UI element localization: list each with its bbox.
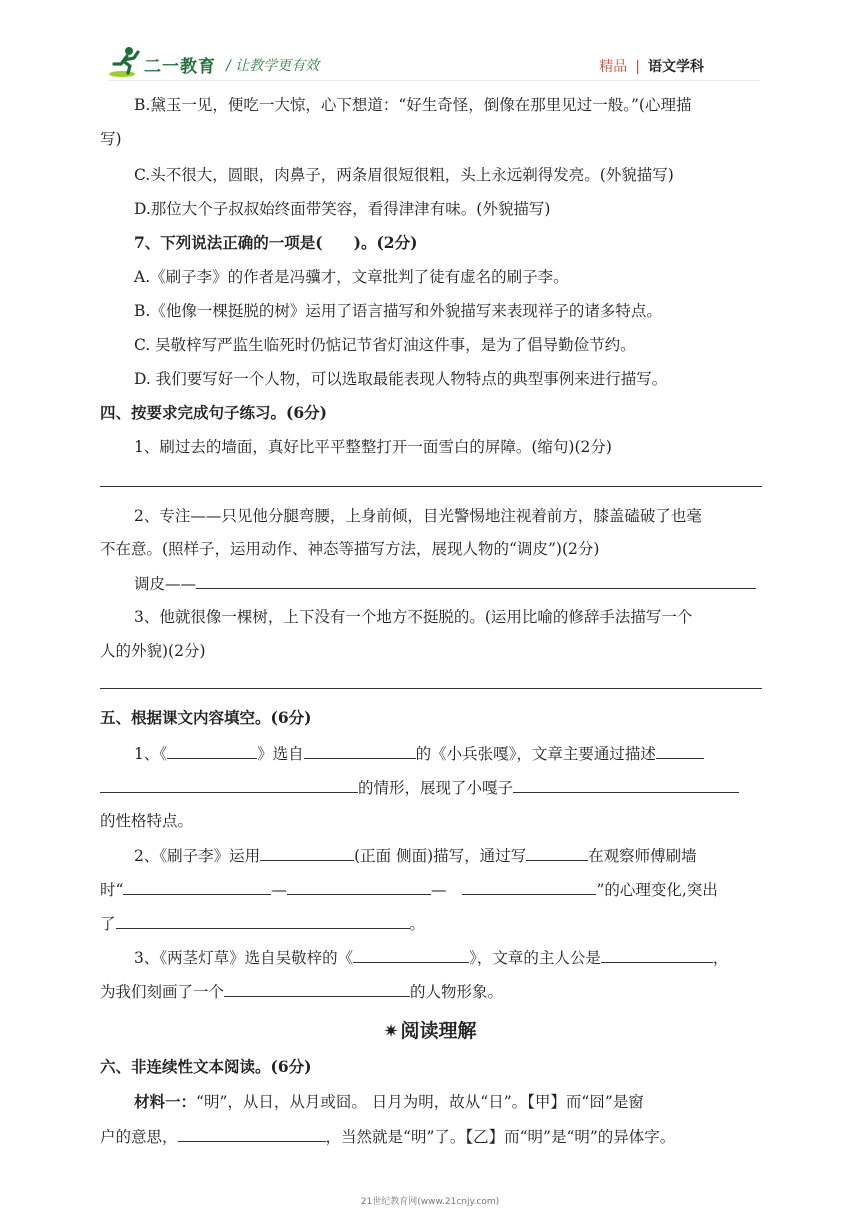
section5-line7: [134, 946, 762, 969]
s5-l1-text-c: 的《小兵张嘎》，文章主要通过描述: [415, 745, 656, 763]
s6-l2-text-b: ，当然就是“明”了。【乙】而“明”是“明”的异体字。: [325, 1128, 676, 1146]
s5-l8-text-a: 为我们刻画了一个: [100, 983, 225, 1001]
subject-tag: 语文学科: [648, 59, 704, 75]
section4-item1: 1、刷过去的墙面，真好比平平整整打开一面雪白的屏障。(缩句)(2分): [134, 438, 612, 456]
blank-5[interactable]: [513, 776, 739, 793]
blank-3[interactable]: [656, 742, 704, 759]
reading-title-text: 阅读理解: [400, 1020, 477, 1042]
s5-l8-text-b: 的人物形象。: [410, 983, 504, 1001]
material-text: “明”，从日，从月或囧。 日月为明，故从“日”。【甲】而“囧”是窗: [196, 1093, 644, 1111]
section6-line2: [100, 1125, 762, 1148]
item2-prefix: 调皮——: [134, 575, 197, 593]
material-label: 材料一：: [134, 1092, 197, 1111]
s5-l7-text-a: 3、《两茎灯草》选自吴敬梓的《: [134, 949, 354, 967]
section5-line1: [134, 742, 762, 765]
s5-l4-text-b: (正面 侧面)描写，通过写: [354, 847, 527, 865]
reading-section-title: [0, 1016, 860, 1043]
section4-item3-line2: 人的外貌)(2分): [100, 642, 206, 660]
star-icon: ✷: [383, 1021, 399, 1042]
answer-line-3[interactable]: [100, 688, 762, 689]
answer-line-1[interactable]: [100, 486, 762, 487]
s5-l7-text-c: ，: [712, 949, 729, 967]
blank-4[interactable]: [100, 776, 358, 793]
s5-l5-text-b: ”的心理变化,突出: [596, 881, 718, 899]
section5-line3: 的性格特点。: [100, 812, 194, 830]
section4-title: 四、按要求完成句子练习。(6分): [100, 403, 327, 422]
s5-l5-text-a: 时“: [100, 881, 124, 899]
blank-1[interactable]: [167, 742, 257, 759]
s5-l5-dash1: —: [271, 881, 287, 899]
blank-14[interactable]: [224, 980, 410, 997]
blank-12[interactable]: [353, 946, 469, 963]
blank-7[interactable]: [526, 844, 588, 861]
q7-stem: 7、下列说法正确的一项是( )。(2分): [134, 233, 418, 252]
section5-line2: [100, 776, 762, 799]
section5-line5: [100, 878, 762, 901]
s5-l1-text-b: 》选自: [257, 745, 304, 763]
blank-11[interactable]: [116, 912, 410, 929]
s6-l2-text-a: 户的意思，: [100, 1128, 178, 1146]
section4-item3-line1: 3、他就很像一棵树，上下没有一个地方不挺脱的。(运用比喻的修辞手法描写一个: [134, 608, 693, 626]
q6-option-b-line2: 写): [100, 130, 122, 148]
section5-line6: [100, 912, 762, 935]
section4-item2-line2: 不在意。(照样子，运用动作、神态等描写方法，展现人物的“调皮”)(2分): [100, 540, 600, 558]
s5-l4-text-a: 2、《刷子李》运用: [134, 847, 261, 865]
q6-option-d: D.那位大个子叔叔始终面带笑容，看得津津有味。(外貌描写): [134, 200, 551, 218]
q7-option-b: B.《他像一棵挺脱的树》运用了语言描写和外貌描写来表现祥子的诸多特点。: [134, 302, 662, 320]
runner-logo-icon: [108, 44, 142, 80]
blank-6[interactable]: [260, 844, 354, 861]
section5-title: 五、根据课文内容填空。(6分): [100, 708, 312, 727]
q6-option-b-line1: B.黛玉一见，便吃一大惊，心下想道：“好生奇怪，倒像在那里见过一般。”(心理描: [134, 96, 692, 114]
blank-9[interactable]: [287, 878, 431, 895]
section4-item2-line1: 2、专注——只见他分腿弯腰，上身前倾，目光警惕地注视着前方，膝盖磕破了也毫: [134, 507, 702, 525]
header-tags: [599, 56, 704, 76]
page-header: [0, 0, 860, 90]
quality-tag: 精品: [599, 59, 628, 75]
header-rule: [108, 80, 760, 81]
s5-l1-text-a: 1、《: [134, 745, 168, 763]
s5-l6-text-b: 。: [409, 915, 426, 933]
q7-option-c: C. 吴敬梓写严监生临死时仍惦记节省灯油这件事，是为了倡导勤俭节约。: [134, 336, 636, 354]
s5-l4-text-c: 在观察师傅刷墙: [588, 847, 697, 865]
q7-option-d: D. 我们要写好一个人物，可以选取最能表现人物特点的典型事例来进行描写。: [134, 370, 668, 388]
logo-text: 二一教育: [144, 57, 216, 77]
section4-item2-answer: [134, 572, 762, 595]
q6-option-c: C.头不很大，圆眼，肉鼻子，两条眉很短很粗，头上永远剃得发亮。(外貌描写): [134, 166, 674, 184]
section6-title: 六、非连续性文本阅读。(6分): [100, 1057, 312, 1076]
blank-2[interactable]: [304, 742, 416, 759]
section5-line4: [134, 844, 762, 867]
logo: [108, 44, 218, 84]
section6-material1: [134, 1091, 762, 1113]
section5-line8: [100, 980, 762, 1003]
s5-l2-text: 的情形，展现了小嘎子: [358, 779, 514, 797]
page-footer: 21世纪教育网(www.21cnjy.com): [360, 1197, 500, 1207]
blank-10[interactable]: [462, 878, 596, 895]
s5-l7-text-b: 》，文章的主人公是: [469, 949, 601, 967]
blank-13[interactable]: [601, 946, 713, 963]
q7-option-a: A.《刷子李》的作者是冯骥才，文章批判了徒有虚名的刷子李。: [134, 268, 569, 286]
slogan: / 让教学更有效: [226, 58, 320, 74]
blank-15[interactable]: [178, 1125, 326, 1142]
tag-separator: |: [635, 59, 640, 75]
blank-8[interactable]: [123, 878, 271, 895]
s5-l5-dash2: —: [430, 881, 447, 899]
s5-l6-text-a: 了: [100, 915, 116, 933]
blank-tiaopi[interactable]: [196, 572, 756, 589]
